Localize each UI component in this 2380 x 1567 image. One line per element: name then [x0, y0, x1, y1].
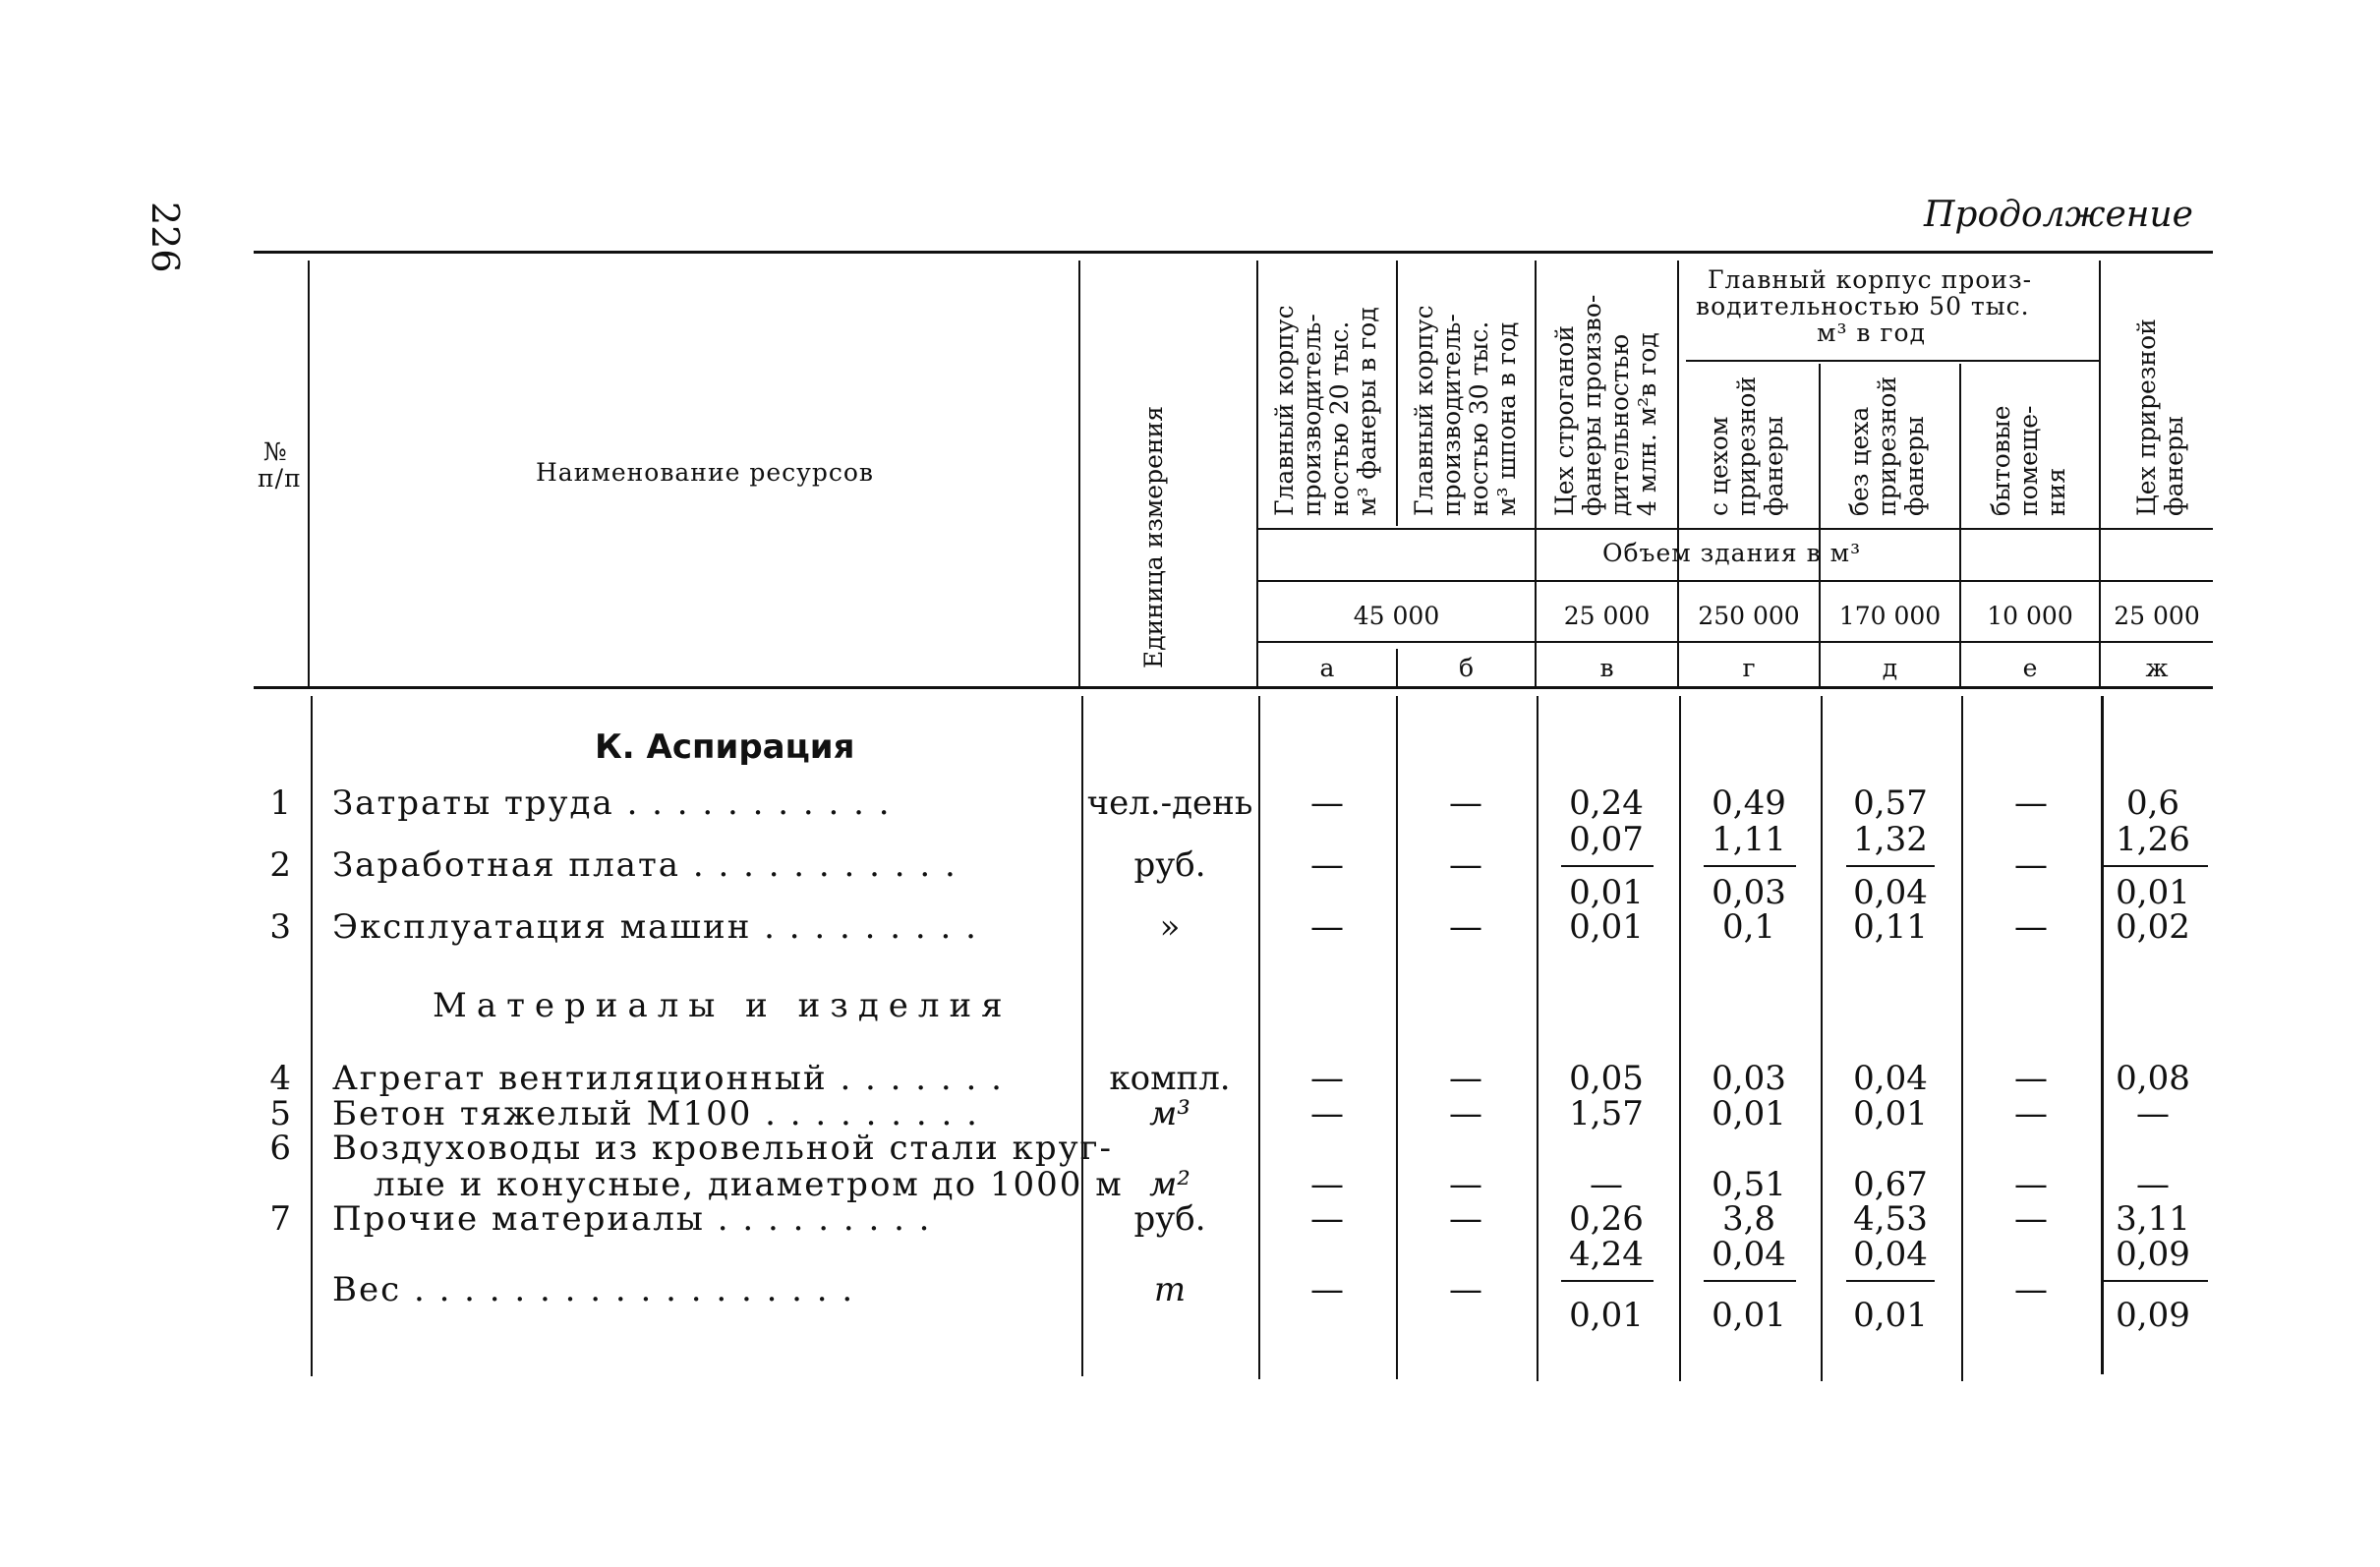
- row-value: —: [1449, 1059, 1482, 1098]
- header-col-sep-ab: [1396, 261, 1398, 526]
- row-name: Вес . . . . . . . . . . . . . . . . . .: [332, 1270, 855, 1309]
- row-unit: м²: [1149, 1165, 1190, 1204]
- row-value: 0,04: [1712, 1235, 1786, 1274]
- volume-top-rule: [1258, 528, 2213, 530]
- volume-bottom-rule: [1258, 580, 2213, 582]
- volume-f: 10 000: [1987, 602, 2073, 630]
- row-value: —: [2014, 1270, 2048, 1309]
- header-col-sep-ef: [1959, 364, 1961, 686]
- row-value: —: [2014, 1199, 2048, 1239]
- header-col-sep-de: [1819, 364, 1821, 686]
- fraction-line: [2104, 1280, 2208, 1282]
- row-value: —: [2014, 1165, 2048, 1204]
- row-value: —: [1449, 1165, 1482, 1204]
- fraction-line: [1846, 865, 1935, 867]
- fraction-line: [2104, 865, 2208, 867]
- row-name: Эксплуатация машин . . . . . . . . .: [332, 907, 978, 947]
- letter-e: д: [1882, 654, 1898, 682]
- group-rule: [1686, 360, 2099, 362]
- row-unit: м³: [1149, 1094, 1190, 1133]
- header-volume-title: Объем здания в м³: [1602, 539, 1862, 567]
- row-value: 0,01: [1712, 1296, 1786, 1335]
- row-value: —: [1590, 1165, 1623, 1204]
- row-value: —: [1310, 1199, 1344, 1239]
- row-name: Воздуховоды из кровельной стали круг-: [332, 1129, 1113, 1168]
- row-value: 0,01: [2116, 873, 2190, 912]
- letter-c: в: [1599, 654, 1614, 682]
- row-value: 3,8: [1721, 1199, 1776, 1239]
- header-name-col: Наименование ресурсов: [536, 458, 875, 487]
- row-value: —: [1449, 1199, 1482, 1239]
- row-value: 1,32: [1853, 820, 1928, 859]
- row-unit: руб.: [1133, 845, 1206, 885]
- row-value: 0,09: [2116, 1235, 2190, 1274]
- row-number: 2: [269, 845, 291, 885]
- row-name: Затраты труда . . . . . . . . . . .: [332, 784, 892, 823]
- letter-f: е: [2022, 654, 2038, 682]
- header-col-b: Главный корпус производитель- ностью 30 тыс. м³ шпона в год: [1410, 305, 1521, 516]
- header-group-title-3: м³ в год: [1817, 319, 1926, 347]
- row-value: —: [1449, 907, 1482, 947]
- header-col-sep-name: [1078, 261, 1080, 686]
- volume-g: 25 000: [2114, 602, 2200, 630]
- volume-c: 25 000: [1563, 602, 1651, 630]
- row-value: 1,26: [2116, 820, 2190, 859]
- row-value: —: [2136, 1094, 2170, 1133]
- letter-g: ж: [2145, 654, 2169, 682]
- volume-e: 170 000: [1838, 602, 1942, 630]
- row-value: 0,11: [1853, 907, 1928, 947]
- header-num-line2: п/п: [258, 464, 302, 493]
- header-num-line1: №: [263, 437, 288, 466]
- row-value: 1,57: [1569, 1094, 1644, 1133]
- row-value: —: [2136, 1165, 2170, 1204]
- header-col-e: без цеха прирезной фанеры: [1845, 376, 1929, 516]
- row-value: —: [2014, 907, 2048, 947]
- row-value: —: [2014, 784, 2048, 823]
- row-value: 3,11: [2116, 1199, 2190, 1239]
- section-title: К. Аспирация: [595, 727, 855, 767]
- row-value: —: [1310, 907, 1344, 947]
- row-unit: компл.: [1109, 1059, 1231, 1098]
- row-number: 7: [269, 1199, 291, 1239]
- row-number: 5: [269, 1094, 291, 1133]
- row-value: 4,24: [1569, 1235, 1644, 1274]
- row-value: 4,53: [1853, 1199, 1928, 1239]
- fraction-line: [1704, 1280, 1796, 1282]
- row-value: —: [1310, 845, 1344, 885]
- fraction-line: [1846, 1280, 1935, 1282]
- row-name: Прочие материалы . . . . . . . . .: [332, 1199, 932, 1239]
- row-value: 0,51: [1712, 1165, 1786, 1204]
- row-value: —: [1449, 1270, 1482, 1309]
- row-number: 3: [269, 907, 291, 947]
- row-value: —: [1449, 845, 1482, 885]
- row-unit: т: [1153, 1270, 1187, 1309]
- letter-a: а: [1319, 654, 1335, 682]
- row-value: 0,04: [1853, 873, 1928, 912]
- row-value: 0,08: [2116, 1059, 2190, 1098]
- fraction-line: [1704, 865, 1796, 867]
- row-value: 0,01: [1712, 1094, 1786, 1133]
- row-value: 0,01: [1569, 907, 1644, 947]
- header-group-title-1: Главный корпус произ-: [1708, 265, 2033, 294]
- row-value: —: [1310, 1165, 1344, 1204]
- row-unit: »: [1159, 907, 1181, 947]
- header-col-g: Цех прирезной фанеры: [2132, 319, 2188, 516]
- row-value: 0,01: [1569, 873, 1644, 912]
- row-value: 0,1: [1721, 907, 1776, 947]
- row-unit: руб.: [1133, 1199, 1206, 1239]
- fraction-line: [1561, 865, 1654, 867]
- row-unit: чел.-день: [1086, 784, 1253, 823]
- header-col-f: бытовые помеще- ния: [1987, 405, 2070, 516]
- row-number: 4: [269, 1059, 291, 1098]
- row-value: 0,24: [1569, 784, 1644, 823]
- row-value: 0,07: [1569, 820, 1644, 859]
- row-value: 0,01: [1569, 1296, 1644, 1335]
- header-col-c: Цех строганой фанеры произво- дительностью 4 млн. м²в год: [1550, 294, 1661, 516]
- letter-b: б: [1458, 654, 1475, 682]
- row-name: Заработная плата . . . . . . . . . . .: [332, 845, 958, 885]
- row-name: Бетон тяжелый М100 . . . . . . . . .: [332, 1094, 979, 1133]
- row-value: —: [1310, 1270, 1344, 1309]
- row-value: —: [2014, 1094, 2048, 1133]
- row-name: лые и конусные, диаметром до 1000 м: [374, 1165, 1124, 1204]
- volume-ab: 45 000: [1353, 602, 1440, 630]
- header-bottom-rule: [254, 686, 2213, 689]
- header-col-sep-num: [308, 261, 310, 686]
- row-value: —: [1310, 1059, 1344, 1098]
- volume-d: 250 000: [1698, 602, 1800, 630]
- row-value: 0,02: [2116, 907, 2190, 947]
- body-col-sep-name: [1081, 696, 1083, 1376]
- row-value: —: [1310, 1094, 1344, 1133]
- row-value: —: [1449, 1094, 1482, 1133]
- row-value: 0,67: [1853, 1165, 1928, 1204]
- row-value: 0,26: [1569, 1199, 1644, 1239]
- row-value: 1,11: [1712, 820, 1786, 859]
- row-value: 0,09: [2116, 1296, 2190, 1335]
- row-value: 0,03: [1712, 873, 1786, 912]
- row-value: —: [2014, 845, 2048, 885]
- header-group-title-2: водительностью 50 тыс.: [1696, 292, 2030, 320]
- row-value: 0,03: [1712, 1059, 1786, 1098]
- row-value: —: [2014, 1059, 2048, 1098]
- values-bottom-rule: [1258, 641, 2213, 643]
- letter-d: г: [1742, 654, 1756, 682]
- page-number: 226: [144, 202, 187, 273]
- row-name: Агрегат вентиляционный . . . . . . .: [332, 1059, 1004, 1098]
- row-number: 6: [269, 1129, 291, 1168]
- row-value: 0,6: [2125, 784, 2180, 823]
- header-col-d: с цехом прирезной фанеры: [1705, 376, 1788, 516]
- row-value: —: [1449, 784, 1482, 823]
- row-value: 0,01: [1853, 1296, 1928, 1335]
- header-unit-col: Единица измерения: [1139, 406, 1168, 668]
- body-col-sep-num: [311, 696, 313, 1376]
- table-top-rule: [254, 251, 2213, 254]
- section-subtitle: Материалы и изделия: [433, 986, 1013, 1025]
- row-value: 0,57: [1853, 784, 1928, 823]
- row-value: —: [1310, 784, 1344, 823]
- row-value: 0,04: [1853, 1235, 1928, 1274]
- continued-label: Продолжение: [1924, 195, 2193, 235]
- row-value: 0,04: [1853, 1059, 1928, 1098]
- header-col-a: Главный корпус производитель- ностью 20 тыс. м³ фанеры в год: [1270, 305, 1381, 516]
- row-value: 0,49: [1712, 784, 1786, 823]
- row-value: 0,01: [1853, 1094, 1928, 1133]
- row-number: 1: [269, 784, 291, 823]
- row-value: 0,05: [1569, 1059, 1644, 1098]
- fraction-line: [1561, 1280, 1654, 1282]
